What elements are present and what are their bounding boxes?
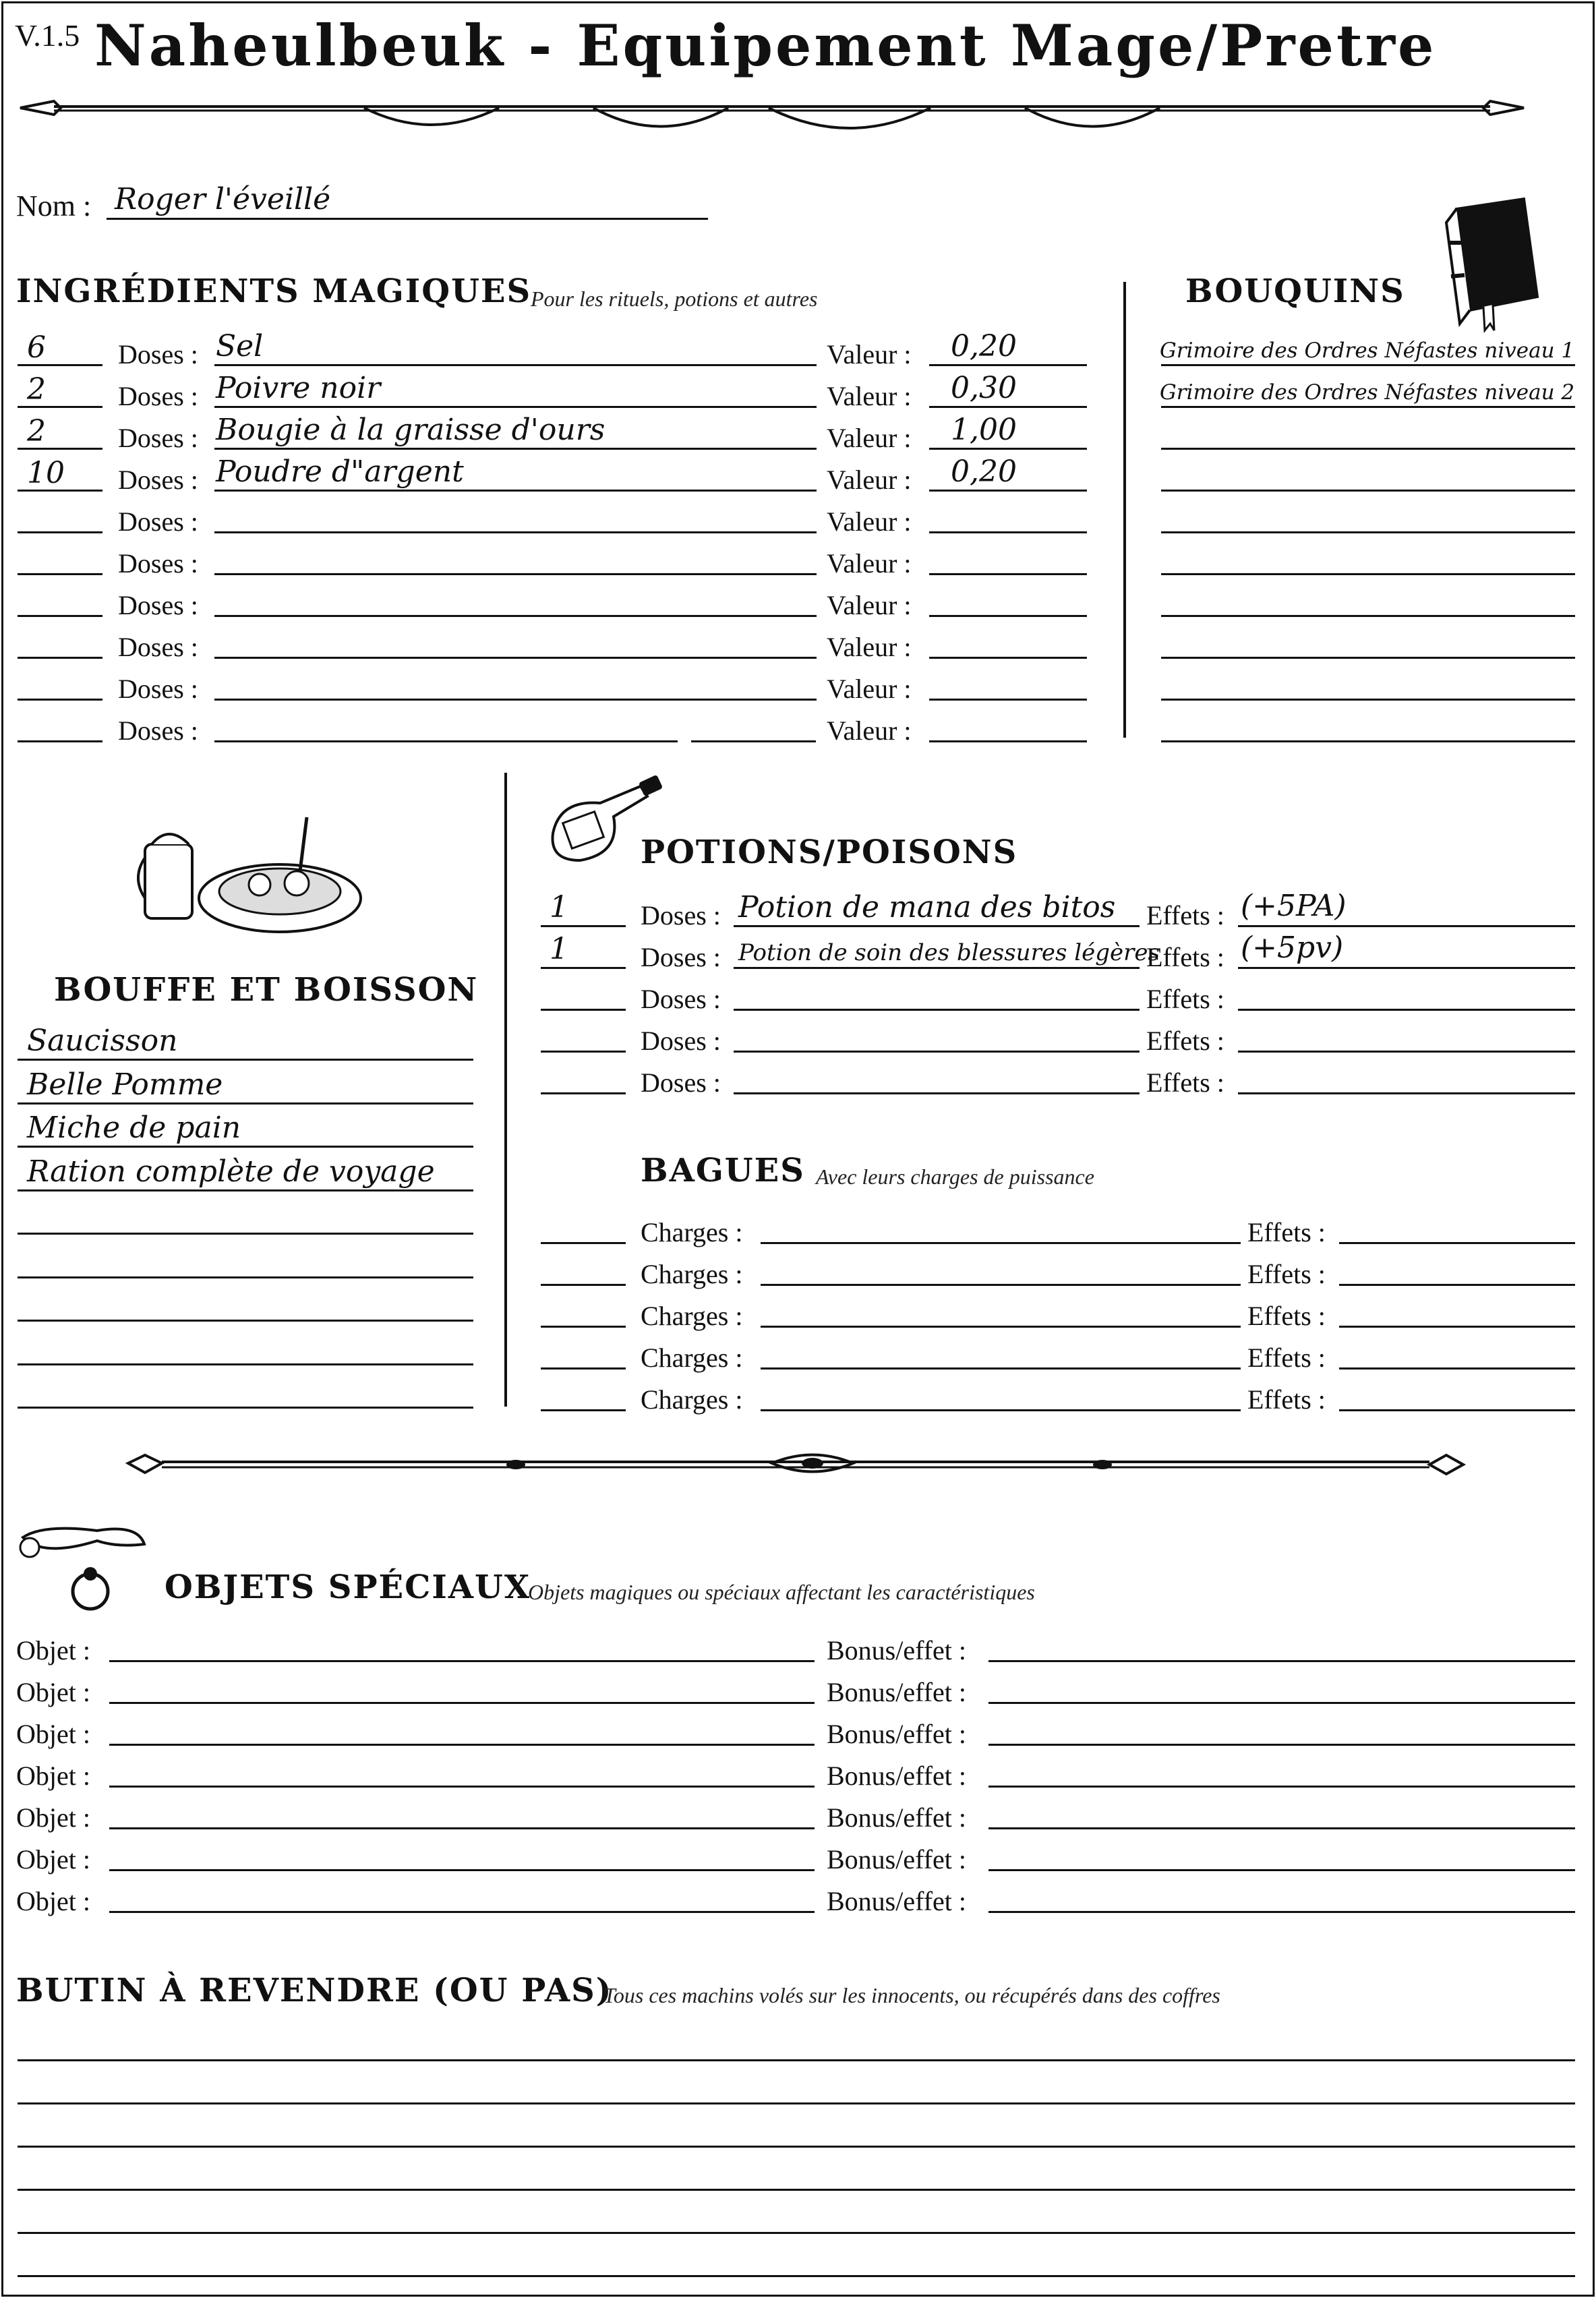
ingredient-name-line [214,657,817,659]
food-plate-icon [138,804,367,939]
book-line [1161,364,1575,366]
ingredient-doses-line [18,531,102,533]
bonus-label: Bonus/effet : [827,1886,967,1916]
bonus-label: Bonus/effet : [827,1761,967,1791]
ring-effects-label: Effets : [1247,1343,1326,1373]
loot-line [18,2059,1575,2061]
bonus-line [988,1869,1575,1871]
food-title: BOUFFE ET BOISSON [54,971,479,1009]
ingredient-value-label: Valeur : [827,339,912,370]
potion-doses-label: Doses : [641,984,721,1014]
ring-effect-line [1339,1242,1575,1244]
food-item[interactable]: Ration complète de voyage [27,1154,435,1189]
ring-effects-label: Effets : [1247,1301,1326,1331]
ingredient-name-line-extra [691,740,816,742]
book-line [1161,740,1575,742]
bonus-line [988,1786,1575,1788]
potion-doses-line [541,925,626,927]
food-line [18,1102,473,1104]
name-line [107,218,708,220]
book-line [1161,406,1575,408]
object-line [109,1660,815,1662]
ingredient-value-label: Valeur : [827,632,912,662]
potion-effects-label: Effets : [1146,900,1224,931]
ingredient-value-value[interactable]: 0,20 [951,329,1017,363]
ring-charges-line [761,1367,1241,1369]
potion-doses-label: Doses : [641,1067,721,1098]
bonus-line [988,1744,1575,1746]
ring-effects-label: Effets : [1247,1384,1326,1415]
potion-effects-label: Effets : [1146,1067,1224,1098]
potion-doses-label: Doses : [641,1026,721,1056]
name-label: Nom : [16,189,92,223]
ingredient-value-line [929,657,1087,659]
ingredient-doses-value[interactable]: 2 [27,414,46,448]
ingredient-value-label: Valeur : [827,548,912,579]
loot-line [18,2275,1575,2277]
object-label: Objet : [16,1677,90,1707]
ingredient-doses-value[interactable]: 10 [27,456,65,490]
book-line [1161,448,1575,450]
food-line [18,1233,473,1235]
scroll-ring-icon [16,1510,158,1618]
rings-subtitle: Avec leurs charges de puissance [816,1165,1094,1189]
ingredient-value-value[interactable]: 0,30 [951,371,1017,405]
potion-effect-value[interactable]: (+5PA) [1241,889,1347,923]
bonus-line [988,1827,1575,1829]
object-label: Objet : [16,1719,90,1749]
book-icon [1436,196,1544,330]
loot-line [18,2232,1575,2234]
ingredient-name-line [214,615,817,617]
food-line [18,1407,473,1409]
food-line [18,1059,473,1061]
ingredient-name-line [214,740,678,742]
ingredient-doses-label: Doses : [118,381,198,411]
potion-name-line [734,1009,1140,1011]
ingredient-name-line [214,364,817,366]
ingredient-name-value[interactable]: Bougie à la graisse d'ours [216,413,605,447]
bonus-line [988,1911,1575,1913]
ingredient-value-value[interactable]: 0,20 [951,454,1017,489]
ingredient-name-line [214,448,817,450]
ingredient-value-label: Valeur : [827,423,912,453]
potion-doses-line [541,1009,626,1011]
potion-name-line [734,1092,1140,1094]
section-divider-vertical-top [1123,282,1126,738]
bonus-label: Bonus/effet : [827,1719,967,1749]
potion-doses-value[interactable]: 1 [550,890,568,924]
ingredient-value-line [929,740,1087,742]
ingredient-value-line [929,364,1087,366]
ingredient-doses-line [18,699,102,701]
loot-line [18,2102,1575,2104]
food-item[interactable]: Belle Pomme [27,1067,223,1102]
object-label: Objet : [16,1886,90,1916]
ingredient-doses-label: Doses : [118,548,198,579]
food-item[interactable]: Miche de pain [27,1111,241,1145]
ingredient-value-line [929,531,1087,533]
special-subtitle: Objets magiques ou spéciaux affectant les caractéristiques [528,1580,1035,1604]
ingredients-subtitle: Pour les rituels, potions et autres [531,287,818,311]
ingredient-doses-label: Doses : [118,339,198,370]
ingredient-doses-label: Doses : [118,590,198,620]
ingredient-value-line [929,699,1087,701]
ring-charges-label: Charges : [641,1217,743,1247]
object-line [109,1827,815,1829]
object-label: Objet : [16,1802,90,1833]
ingredient-doses-label: Doses : [118,715,198,746]
potion-effects-label: Effets : [1146,942,1224,972]
ingredient-name-line [214,573,817,575]
potion-effects-label: Effets : [1146,984,1224,1014]
loot-subtitle: Tous ces machins volés sur les innocents, ou récupérés dans des coffres [603,1983,1220,2007]
ring-charges-label: Charges : [641,1384,743,1415]
ring-effects-label: Effets : [1247,1217,1326,1247]
potion-name-value[interactable]: Potion de soin des blessures légères [738,939,1160,966]
ring-effect-line [1339,1409,1575,1411]
potion-name-line [734,1051,1140,1053]
books-title: BOUQUINS [1185,272,1405,310]
ring-effects-label: Effets : [1247,1259,1326,1289]
potion-doses-value[interactable]: 1 [550,932,568,966]
ingredient-doses-label: Doses : [118,465,198,495]
section-divider-vertical-middle [504,773,507,1407]
food-line [18,1363,473,1365]
ingredients-title: INGRÉDIENTS MAGIQUES [16,272,532,310]
potion-effect-line [1238,1051,1575,1053]
ingredient-doses-line [18,657,102,659]
ingredient-doses-label: Doses : [118,423,198,453]
book-item[interactable]: Grimoire des Ordres Néfastes niveau 1 [1160,338,1575,363]
book-line [1161,657,1575,659]
potion-name-value[interactable]: Potion de mana des bitos [738,890,1116,924]
potion-doses-label: Doses : [641,900,721,931]
ingredient-name-line [214,531,817,533]
object-line [109,1744,815,1746]
ring-charges-label: Charges : [641,1343,743,1373]
potion-effect-line [1238,925,1575,927]
bonus-label: Bonus/effet : [827,1635,967,1666]
bonus-label: Bonus/effet : [827,1844,967,1875]
book-item[interactable]: Grimoire des Ordres Néfastes niveau 2 [1160,380,1575,405]
potion-name-line [734,925,1140,927]
ring-charges-line [761,1242,1241,1244]
ring-count-line [541,1326,626,1328]
object-line [109,1911,815,1913]
object-line [109,1869,815,1871]
ring-count-line [541,1284,626,1286]
book-line [1161,573,1575,575]
rings-title: BAGUES [641,1152,805,1189]
ring-charges-line [761,1284,1241,1286]
food-line [18,1320,473,1322]
potion-effect-value[interactable]: (+5pv) [1241,931,1344,965]
name-value[interactable]: Roger l'éveillé [115,182,331,216]
potion-doses-line [541,1051,626,1053]
spear-divider-top-icon [13,88,1531,148]
bonus-line [988,1702,1575,1704]
page-title: Naheulbeuk - Equipement Mage/Pretre [94,12,1437,79]
ingredient-value-label: Valeur : [827,590,912,620]
potion-effects-label: Effets : [1146,1026,1224,1056]
ring-count-line [541,1409,626,1411]
ingredient-value-line [929,615,1087,617]
object-line [109,1786,815,1788]
bonus-line [988,1660,1575,1662]
ring-charges-label: Charges : [641,1301,743,1331]
ingredient-value-line [929,448,1087,450]
ingredient-name-value[interactable]: Poivre noir [216,371,381,405]
ingredient-doses-label: Doses : [118,632,198,662]
potion-effect-line [1238,967,1575,969]
book-line [1161,699,1575,701]
ingredient-value-value[interactable]: 1,00 [951,413,1017,447]
loot-line [18,2146,1575,2148]
ingredient-name-line [214,406,817,408]
potion-doses-line [541,967,626,969]
ring-charges-line [761,1326,1241,1328]
ring-effect-line [1339,1284,1575,1286]
ingredient-doses-value[interactable]: 2 [27,372,46,407]
ingredient-value-label: Valeur : [827,465,912,495]
ingredient-doses-label: Doses : [118,506,198,537]
ring-effect-line [1339,1367,1575,1369]
ingredient-value-label: Valeur : [827,715,912,746]
ingredient-name-line [214,699,817,701]
staff-divider-icon [125,1443,1467,1497]
potions-title: POTIONS/POISONS [641,833,1018,871]
ingredient-value-line [929,406,1087,408]
food-line [18,1146,473,1148]
ring-charges-label: Charges : [641,1259,743,1289]
ring-charges-line [761,1409,1241,1411]
potion-effect-line [1238,1092,1575,1094]
potion-name-line [734,967,1140,969]
food-item[interactable]: Saucisson [27,1024,178,1058]
bonus-label: Bonus/effet : [827,1802,967,1833]
ingredient-value-line [929,573,1087,575]
object-label: Objet : [16,1761,90,1791]
ingredient-name-value[interactable]: Poudre d"argent [216,454,464,489]
ingredient-value-line [929,490,1087,492]
ingredient-name-line [214,490,817,492]
special-title: OBJETS SPÉCIAUX [165,1568,531,1606]
ring-effect-line [1339,1326,1575,1328]
ingredient-doses-line [18,615,102,617]
potion-doses-label: Doses : [641,942,721,972]
object-label: Objet : [16,1635,90,1666]
object-line [109,1702,815,1704]
ring-count-line [541,1242,626,1244]
loot-line [18,2189,1575,2191]
ingredient-value-label: Valeur : [827,506,912,537]
ingredient-value-label: Valeur : [827,674,912,704]
food-line [18,1189,473,1191]
food-line [18,1276,473,1278]
version-label: V.1.5 [15,18,80,53]
ingredient-doses-value[interactable]: 6 [27,330,46,365]
book-line [1161,531,1575,533]
book-line [1161,615,1575,617]
ingredient-doses-label: Doses : [118,674,198,704]
ingredient-doses-line [18,740,102,742]
potion-doses-line [541,1092,626,1094]
loot-title: BUTIN À REVENDRE (OU PAS) [16,1972,613,2009]
ingredient-name-value[interactable]: Sel [216,329,264,363]
ring-count-line [541,1367,626,1369]
ingredient-doses-line [18,573,102,575]
book-line [1161,490,1575,492]
ingredient-value-label: Valeur : [827,381,912,411]
potion-effect-line [1238,1009,1575,1011]
object-label: Objet : [16,1844,90,1875]
bonus-label: Bonus/effet : [827,1677,967,1707]
